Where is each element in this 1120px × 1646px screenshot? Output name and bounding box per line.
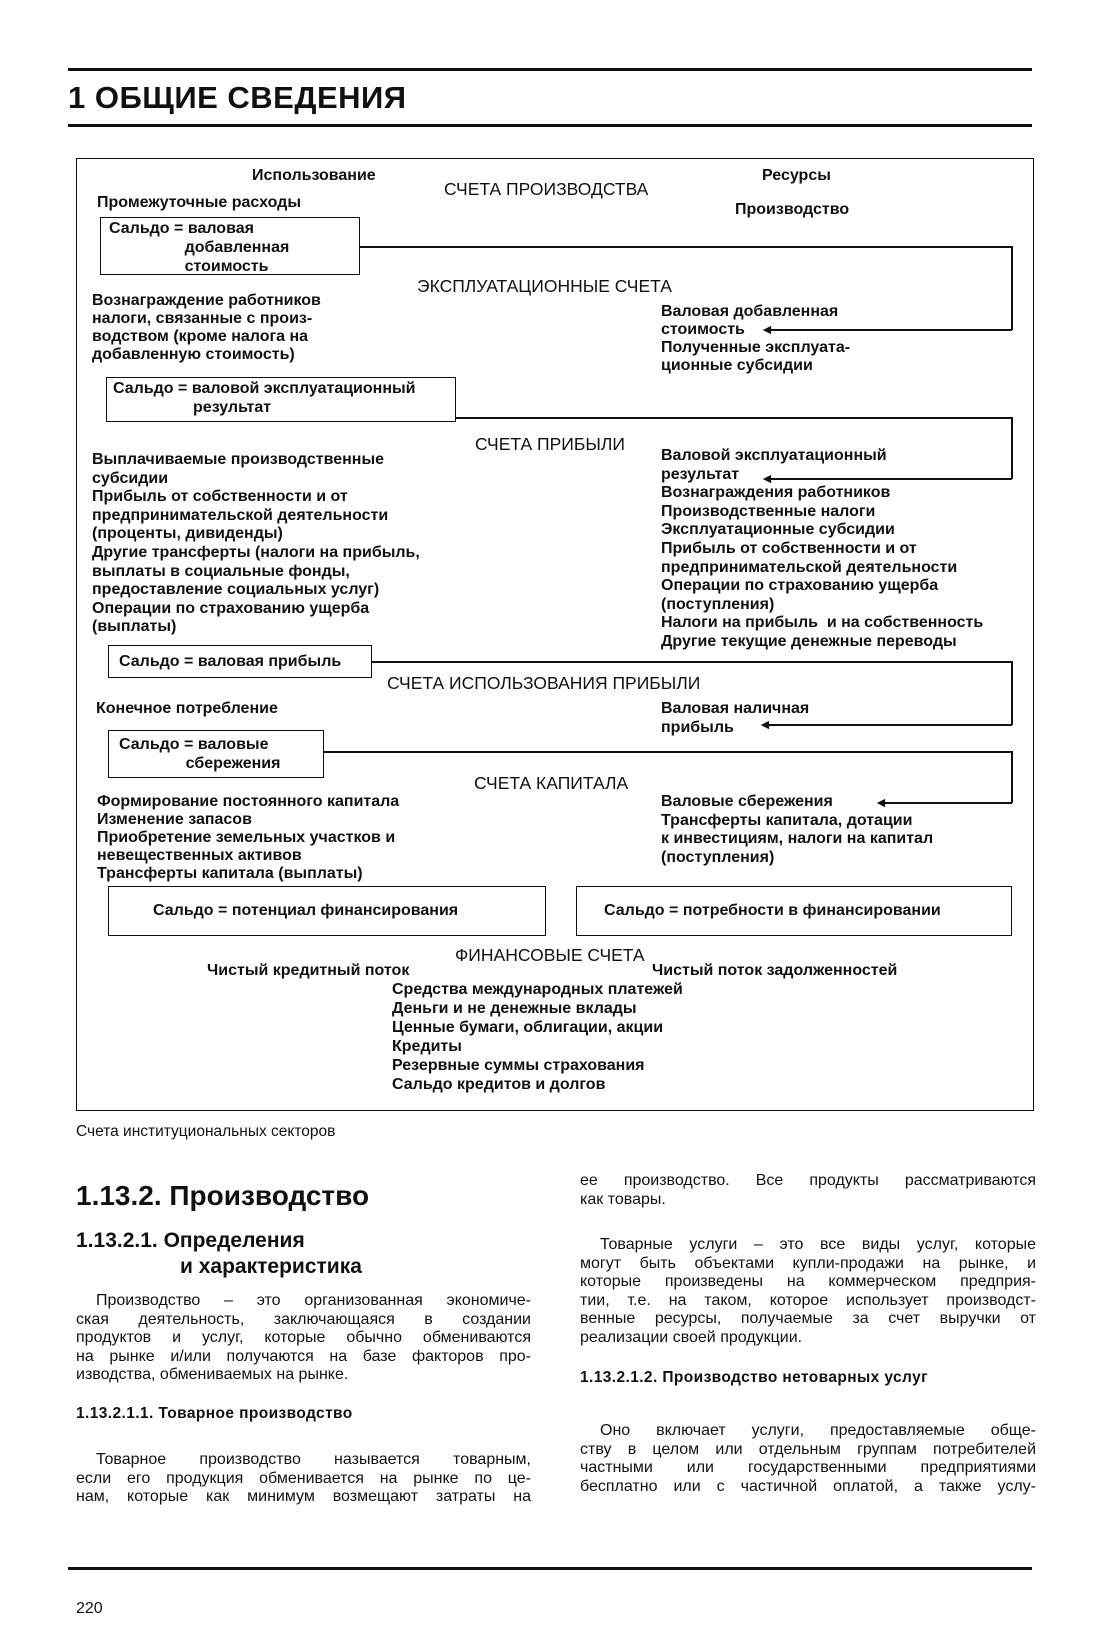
balance-box-gross-saving	[108, 730, 324, 778]
use-of-income-accounts-title: СЧЕТА ИСПОЛЬЗОВАНИЯ ПРИБЫЛИ	[387, 673, 701, 693]
connector-line	[360, 246, 1012, 248]
paragraph-continued	[580, 1172, 1036, 1209]
text-line: реализации своей продукции.	[580, 1328, 803, 1346]
balance-box-gross-value-added	[100, 217, 360, 275]
usage-header: Использование	[252, 167, 376, 184]
financial-item: Кредиты	[392, 1038, 462, 1055]
operating-accounts-uses: Вознаграждение работников налоги, связанные с произ- водством (кроме налога на добавленную стоимость)	[92, 292, 321, 363]
operating-accounts-resources: Валовая добавленная стоимость Полученные эксплуата- ционные субсидии	[661, 303, 851, 374]
text-line: могут быть объектами купли-продажи на рынке, и	[580, 1254, 1036, 1272]
text-line: ству в целом или отдельным группам потребителей	[580, 1440, 1036, 1458]
operating-accounts-title: ЭКСПЛУАТАЦИОННЫЕ СЧЕТА	[417, 276, 672, 296]
arrow-left-icon: ◄	[758, 716, 772, 732]
financial-item: Резервные суммы страхования	[392, 1057, 645, 1074]
text-line: Товарные услуги – это все виды услуг, которые	[600, 1236, 1036, 1253]
connector-line	[1011, 417, 1013, 479]
text-line: если его продукция обменивается на рынке по це-	[76, 1469, 531, 1487]
page-number: 220	[76, 1600, 103, 1617]
subsection-title: Определения	[163, 1229, 305, 1252]
balance-text: Сальдо = валовые сбережения	[119, 736, 281, 772]
figure-caption: Счета институциональных секторов	[76, 1123, 336, 1140]
capital-accounts-resources: Валовые сбережения Трансферты капитала, дотации к инвестициям, налоги на капитал (поступления)	[661, 793, 934, 866]
final-consumption-label: Конечное потребление	[96, 700, 278, 717]
text-line: тии, т.е. на таком, которое использует производст-	[580, 1291, 1036, 1309]
balance-box-net-lending	[108, 886, 546, 936]
paragraph-non-market-services	[580, 1422, 1036, 1496]
financial-accounts-title: ФИНАНСОВЫЕ СЧЕТА	[455, 945, 645, 965]
text-line: изводства, обмениваемых на рынке.	[76, 1366, 349, 1383]
paragraph-production-definition	[76, 1292, 531, 1385]
text-line: Товарное производство называется товарным,	[96, 1451, 531, 1468]
connector-line	[372, 661, 1012, 663]
net-borrowing-flow-label: Чистый поток задолженностей	[652, 962, 898, 979]
capital-accounts-uses: Формирование постоянного капитала Изменение запасов Приобретение земельных участков и невещественных активов Трансферты капитала (выплаты)	[97, 793, 400, 882]
intermediate-consumption-label: Промежуточные расходы	[97, 194, 301, 211]
text-line: нам, которые как минимум возмещают затраты на	[76, 1488, 531, 1505]
top-rule	[68, 68, 1032, 71]
subheading-market-production: 1.13.2.1.1. Товарное производство	[76, 1405, 353, 1422]
text-line: венные ресурсы, получаемые за счет выручки от	[580, 1310, 1036, 1327]
financial-item: Сальдо кредитов и долгов	[392, 1076, 606, 1093]
balance-text: Сальдо = потребности в финансировании	[604, 902, 941, 919]
income-accounts-resources: Валовой эксплуатационный результат Вознаграждения работников Производственные налоги Эксплуатационные субсидии Прибыль от собственности и от предпринимательской деятельности Операции по страхованию ущерба (поступления) Налоги на прибыль и на собственность Другие текущие денежные переводы	[661, 447, 984, 650]
subsection-title-line2: и характеристика	[180, 1255, 362, 1278]
arrow-left-icon: ◄	[874, 794, 888, 810]
text-line: продуктов и услуг, которые обычно обмениваются	[76, 1329, 531, 1346]
balance-box-gross-income	[108, 645, 372, 678]
connector-line	[1011, 661, 1013, 725]
capital-accounts-title: СЧЕТА КАПИТАЛА	[474, 773, 629, 793]
production-label: Производство	[735, 201, 850, 218]
arrow-left-icon: ◄	[760, 321, 774, 337]
connector-line	[1011, 246, 1013, 330]
net-lending-flow-label: Чистый кредитный поток	[207, 962, 410, 979]
balance-text: Сальдо = валовой эксплуатационный результат	[113, 380, 416, 416]
text-line: на рынке и/или получаются на базе факторов про-	[76, 1347, 531, 1365]
balance-text: Сальдо = потенциал финансирования	[153, 902, 459, 919]
text-line: как товары.	[580, 1190, 666, 1208]
financial-item: Ценные бумаги, облигации, акции	[392, 1019, 664, 1036]
footer-rule	[68, 1567, 1032, 1570]
balance-text: Сальдо = валовая добавленная стоимость	[109, 220, 290, 275]
financial-item: Средства международных платежей	[392, 981, 683, 998]
text-line: Оно включает услуги, предоставляемые обще-	[600, 1422, 1036, 1439]
text-line: ее производство. Все продукты рассматриваются	[580, 1172, 1036, 1189]
chapter-underline	[68, 124, 1032, 127]
balance-box-gross-operating-surplus	[106, 377, 456, 422]
balance-text: Сальдо = валовая прибыль	[119, 653, 342, 670]
balance-box-net-borrowing	[576, 886, 1012, 936]
text-line: которые произведены на коммерческом предприя-	[580, 1273, 1036, 1290]
subheading-non-market-services: 1.13.2.1.2. Производство нетоварных услуг	[580, 1369, 928, 1386]
text-line: бесплатно или с частичной оплатой, а также услу-	[580, 1477, 1036, 1495]
chapter-title: 1 ОБЩИЕ СВЕДЕНИЯ	[68, 80, 407, 115]
financial-item: Деньги и не денежные вклады	[392, 1000, 637, 1017]
connector-line	[1011, 751, 1013, 803]
paragraph-market-production	[76, 1451, 531, 1507]
resources-header: Ресурсы	[762, 167, 831, 184]
text-line: ская деятельность, заключающаяся в создании	[76, 1310, 531, 1328]
arrow-left-icon: ◄	[760, 470, 774, 486]
text-line: Производство – это организованная экономиче-	[96, 1292, 531, 1309]
section-heading: 1.13.2. Производство	[76, 1180, 370, 1211]
use-of-income-resources: Валовая наличная прибыль	[661, 700, 810, 736]
connector-line	[456, 417, 1012, 419]
income-accounts-uses: Выплачиваемые производственные субсидии Прибыль от собственности и от предпринимательской деятельности (проценты, дивиденды) Другие трансферты (налоги на прибыль, выплаты в социальные фонды, предоставление социальных услуг) Операции по страхованию ущерба (выплаты)	[92, 451, 420, 636]
production-accounts-title: СЧЕТА ПРОИЗВОДСТВА	[444, 179, 649, 199]
subsection-heading	[76, 1228, 362, 1280]
connector-line	[324, 751, 1012, 753]
subsection-number: 1.13.2.1.	[76, 1229, 158, 1252]
paragraph-market-services	[580, 1236, 1036, 1347]
income-accounts-title: СЧЕТА ПРИБЫЛИ	[475, 434, 625, 454]
text-line: частными или государственными предприятиями	[580, 1459, 1036, 1476]
